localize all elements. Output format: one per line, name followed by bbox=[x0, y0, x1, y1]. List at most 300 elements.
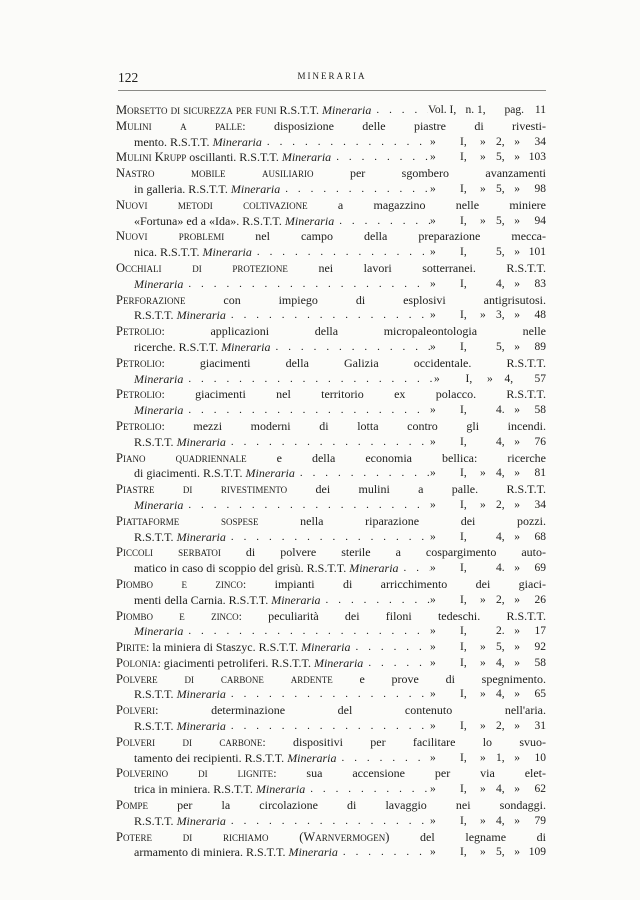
entry-keyword: Piccoli serbatoi bbox=[116, 545, 221, 560]
entry-description: oscillanti. R.S.T.T. bbox=[186, 150, 282, 165]
ref-issue: pag. bbox=[504, 104, 524, 116]
entry-description: : giacimenti petroliferi. R.S.T.T. bbox=[157, 655, 314, 670]
entry-keyword: Piattaforme sospese bbox=[116, 513, 259, 528]
entry-reference bbox=[430, 150, 546, 166]
entry-line bbox=[116, 545, 546, 561]
entry-line bbox=[116, 182, 546, 198]
entry-text bbox=[134, 277, 183, 293]
journal-name: Mineraria bbox=[202, 245, 252, 260]
entry-line bbox=[116, 751, 546, 767]
entry-reference bbox=[430, 498, 546, 514]
ref-issue: 4. bbox=[496, 404, 505, 417]
entry-description: R.S.T.T. bbox=[134, 308, 177, 323]
leader-dots bbox=[321, 593, 430, 609]
entry-text bbox=[134, 593, 321, 609]
ref-page-mark: » bbox=[514, 688, 520, 701]
ref-issue: 5, bbox=[496, 151, 505, 164]
ref-page: 89 bbox=[534, 340, 546, 353]
ref-issue: 5, bbox=[496, 246, 505, 259]
ref-issue: 4, bbox=[496, 656, 505, 669]
leader-dots bbox=[183, 277, 430, 293]
entry-text bbox=[134, 135, 262, 151]
journal-name: Mineraria bbox=[271, 592, 321, 607]
entry-text bbox=[116, 451, 546, 465]
index-entry bbox=[116, 293, 546, 325]
leader-dots bbox=[226, 719, 430, 735]
entry-text bbox=[134, 498, 183, 514]
index-entry bbox=[116, 703, 546, 735]
journal-name: Mineraria bbox=[221, 339, 271, 354]
ref-volume-mark: » bbox=[430, 641, 436, 654]
ref-volume: I, bbox=[460, 656, 467, 669]
ref-issue-mark: » bbox=[480, 783, 486, 796]
ref-issue-mark bbox=[480, 530, 496, 546]
entry-reference bbox=[430, 593, 546, 609]
entry-keyword: Petrolio bbox=[116, 355, 162, 370]
leader-dots bbox=[337, 751, 430, 767]
leader-dots bbox=[226, 435, 430, 451]
entry-text bbox=[116, 830, 546, 844]
journal-name: Mineraria bbox=[134, 276, 184, 291]
ref-page: 62 bbox=[534, 783, 546, 796]
entry-reference bbox=[430, 277, 546, 293]
leader-dots bbox=[226, 687, 430, 703]
journal-name: Mineraria bbox=[301, 640, 351, 655]
ref-page-mark: » bbox=[514, 214, 520, 227]
entry-description: menti della Carnia. R.S.T.T. bbox=[134, 592, 272, 607]
page-header bbox=[118, 70, 546, 86]
entry-text bbox=[116, 103, 371, 119]
journal-name: Mineraria bbox=[281, 150, 332, 165]
entry-reference bbox=[430, 814, 546, 830]
ref-page-mark: » bbox=[514, 467, 520, 480]
ref-issue: 5, bbox=[496, 214, 505, 227]
entry-line bbox=[116, 451, 546, 467]
entry-reference bbox=[430, 435, 546, 451]
entry-line bbox=[116, 798, 546, 814]
entry-reference bbox=[430, 656, 546, 672]
entry-line bbox=[116, 609, 546, 625]
leader-dots bbox=[363, 656, 430, 672]
entry-line bbox=[116, 372, 546, 388]
entry-description: nel campo della preparazione mecca- bbox=[224, 229, 546, 244]
index-entry bbox=[116, 103, 546, 119]
ref-issue: 2, bbox=[496, 498, 505, 511]
entry-line bbox=[116, 577, 546, 593]
index-entry bbox=[116, 766, 546, 798]
entry-line bbox=[116, 482, 546, 498]
ref-issue: 4. bbox=[496, 562, 505, 575]
ref-volume-mark: » bbox=[430, 151, 436, 164]
index-entry bbox=[116, 640, 546, 656]
ref-issue-mark bbox=[480, 277, 496, 293]
leader-dots bbox=[226, 308, 430, 324]
ref-volume: I, bbox=[460, 562, 467, 575]
ref-page: 83 bbox=[534, 277, 546, 290]
index-entry bbox=[116, 387, 546, 419]
ref-issue-mark: » bbox=[480, 467, 486, 480]
ref-volume: I, bbox=[460, 846, 467, 859]
leader-dots bbox=[183, 624, 430, 640]
leader-dots bbox=[334, 214, 430, 230]
entry-description: in galleria. R.S.T.T. bbox=[134, 181, 231, 196]
entry-keyword: Mulini Krupp bbox=[116, 150, 187, 165]
ref-issue: 5, bbox=[496, 846, 505, 859]
leader-dots bbox=[271, 340, 430, 356]
entry-text bbox=[134, 182, 280, 198]
header-rule bbox=[118, 90, 546, 91]
entry-text bbox=[134, 561, 399, 577]
entry-reference bbox=[430, 719, 546, 735]
index-entry bbox=[116, 830, 546, 862]
ref-issue-mark: » bbox=[480, 688, 486, 701]
entry-line bbox=[116, 719, 546, 735]
entry-description: R.S.T.T. bbox=[134, 719, 177, 734]
entry-description: di polvere sterile a cospargimento auto- bbox=[220, 545, 546, 560]
ref-volume-mark: » bbox=[430, 562, 436, 575]
ref-page-mark: » bbox=[514, 720, 520, 733]
entry-description: «Fortuna» ed a «Ida». R.S.T.T. bbox=[134, 213, 285, 228]
ref-issue: 2, bbox=[496, 135, 505, 148]
journal-name: Mineraria bbox=[134, 497, 184, 512]
entry-text bbox=[116, 482, 546, 496]
entry-line bbox=[116, 119, 546, 135]
leader-dots bbox=[183, 498, 430, 514]
ref-page-mark: » bbox=[514, 783, 520, 796]
ref-volume-mark: » bbox=[430, 720, 436, 733]
entry-reference bbox=[430, 530, 546, 546]
ref-volume-mark: » bbox=[430, 783, 436, 796]
ref-volume-mark: » bbox=[434, 372, 440, 385]
entry-text bbox=[134, 751, 337, 767]
entry-text bbox=[116, 229, 546, 243]
ref-volume-mark: » bbox=[430, 814, 436, 827]
ref-volume-mark: » bbox=[430, 246, 436, 259]
ref-issue-mark: » bbox=[480, 641, 486, 654]
journal-name: Mineraria bbox=[313, 655, 364, 670]
entry-text bbox=[134, 340, 271, 356]
entry-reference bbox=[428, 103, 546, 119]
entry-text bbox=[116, 545, 546, 559]
entry-description: e prove di spegnimento. bbox=[332, 671, 546, 686]
entry-description: nella riparazione dei pozzi. bbox=[258, 513, 546, 528]
entry-line bbox=[116, 103, 546, 119]
ref-page: 58 bbox=[534, 404, 546, 417]
entry-reference bbox=[434, 372, 546, 388]
ref-issue-mark bbox=[480, 435, 496, 451]
ref-page: 10 bbox=[534, 751, 546, 764]
entry-text bbox=[134, 435, 226, 451]
leader-dots bbox=[371, 103, 428, 119]
entry-description: : determinazione del contenuto nell'aria. bbox=[155, 703, 546, 718]
entry-description: : giacimenti della Galizia occidentale. R.S.T.T. bbox=[161, 355, 546, 370]
index-entry bbox=[116, 451, 546, 483]
entry-description: : mezzi moderni di lotta contro gli incendi. bbox=[161, 418, 546, 433]
ref-volume: n. 1, bbox=[465, 104, 486, 116]
entry-description: R.S.T.T. bbox=[276, 103, 323, 117]
ref-volume-mark: » bbox=[430, 751, 436, 764]
ref-issue-mark: » bbox=[480, 720, 486, 733]
ref-issue: 2, bbox=[496, 720, 505, 733]
ref-page: 81 bbox=[534, 467, 546, 480]
entry-line bbox=[116, 261, 546, 277]
entry-description: R.S.T.T. bbox=[134, 813, 177, 828]
ref-page-mark: » bbox=[514, 656, 520, 669]
entry-description: trica in miniera. R.S.T.T. bbox=[134, 782, 256, 797]
entry-text bbox=[116, 766, 546, 780]
entry-line bbox=[116, 166, 546, 182]
entry-reference bbox=[430, 182, 546, 198]
ref-page-mark: » bbox=[514, 530, 520, 543]
ref-volume-mark: » bbox=[430, 404, 436, 417]
ref-page: 69 bbox=[534, 562, 546, 575]
ref-page-mark: » bbox=[514, 846, 520, 859]
entry-keyword: Polveri bbox=[116, 703, 156, 718]
entry-keyword: Polvere di carbone ardente bbox=[116, 671, 333, 686]
entry-text bbox=[134, 782, 305, 798]
index-entry bbox=[116, 656, 546, 672]
entry-line bbox=[116, 703, 546, 719]
ref-volume-mark: » bbox=[430, 688, 436, 701]
entry-line bbox=[116, 814, 546, 830]
journal-name: Mineraria bbox=[176, 308, 226, 323]
ref-page: 98 bbox=[534, 182, 546, 195]
ref-volume: I, bbox=[460, 309, 467, 322]
entry-text bbox=[134, 214, 334, 230]
entry-description: : la miniera di Staszyc. R.S.T.T. bbox=[145, 640, 302, 655]
ref-page-mark: » bbox=[514, 435, 520, 448]
entry-text bbox=[116, 656, 363, 672]
entry-text bbox=[116, 577, 546, 591]
entry-text bbox=[116, 735, 546, 749]
entry-keyword: Occhiali di protezione bbox=[116, 260, 288, 275]
entry-text bbox=[116, 166, 546, 180]
entry-line bbox=[116, 150, 546, 166]
journal-name: Mineraria bbox=[134, 403, 184, 418]
entry-line bbox=[116, 277, 546, 293]
entry-line bbox=[116, 229, 546, 245]
entry-reference bbox=[430, 782, 546, 798]
running-title: MINERARIA bbox=[297, 71, 367, 81]
ref-issue-mark bbox=[487, 103, 503, 119]
ref-page-mark: » bbox=[514, 182, 520, 195]
ref-volume: I, bbox=[460, 435, 467, 448]
page-number: 122 bbox=[118, 70, 139, 85]
index-entry bbox=[116, 735, 546, 767]
ref-volume-mark: » bbox=[430, 467, 436, 480]
entry-text bbox=[134, 245, 252, 261]
ref-page: 11 bbox=[534, 104, 546, 116]
entry-keyword: Polverino di lignite bbox=[116, 766, 274, 781]
ref-volume-mark: » bbox=[430, 625, 436, 638]
ref-issue-mark: » bbox=[487, 372, 493, 385]
leader-dots bbox=[295, 466, 430, 482]
entry-line bbox=[116, 293, 546, 309]
ref-issue: 4, bbox=[496, 467, 505, 480]
ref-page-mark: » bbox=[514, 135, 520, 148]
ref-page-mark: » bbox=[514, 404, 520, 417]
ref-volume-mark: » bbox=[430, 530, 436, 543]
entry-text bbox=[116, 150, 331, 166]
entry-keyword: Piombo e zinco bbox=[116, 576, 243, 591]
ref-issue: 2, bbox=[496, 593, 505, 606]
entry-line bbox=[116, 498, 546, 514]
index-entry bbox=[116, 609, 546, 641]
entry-description: : impianti di arricchimento dei giaci- bbox=[242, 576, 546, 591]
ref-page: 65 bbox=[534, 688, 546, 701]
ref-volume-mark: » bbox=[430, 593, 436, 606]
entry-description: armamento di miniera. R.S.T.T. bbox=[134, 845, 289, 860]
ref-volume: I, bbox=[460, 688, 467, 701]
journal-name: Mineraria bbox=[284, 213, 335, 228]
ref-issue: 4, bbox=[496, 277, 505, 290]
journal-name: Mineraria bbox=[245, 466, 295, 481]
entry-text bbox=[134, 624, 183, 640]
index-entry bbox=[116, 577, 546, 609]
entry-line bbox=[116, 403, 546, 419]
entry-description: tamento dei recipienti. R.S.T.T. bbox=[134, 750, 288, 765]
index-entry bbox=[116, 798, 546, 830]
entry-description: mento. R.S.T.T. bbox=[134, 134, 213, 149]
ref-volume-mark: » bbox=[430, 435, 436, 448]
ref-volume: I, bbox=[460, 151, 467, 164]
entry-text bbox=[134, 687, 226, 703]
ref-volume-mark: » bbox=[430, 309, 436, 322]
ref-issue: 4, bbox=[496, 814, 505, 827]
ref-volume: I, bbox=[460, 246, 467, 259]
ref-page: 26 bbox=[534, 593, 546, 606]
ref-volume: I, bbox=[465, 372, 473, 385]
entry-text bbox=[116, 798, 546, 812]
entry-description: : dispositivi per facilitare lo svuo- bbox=[262, 734, 546, 749]
ref-issue-mark bbox=[480, 561, 496, 577]
ref-volume-mark: » bbox=[430, 182, 436, 195]
index-entry bbox=[116, 150, 546, 166]
entry-line bbox=[116, 687, 546, 703]
entry-description: : peculiarità dei filoni tedeschi. R.S.T.T. bbox=[238, 608, 546, 623]
entry-reference bbox=[430, 845, 546, 861]
index-entry bbox=[116, 514, 546, 546]
ref-page-mark: » bbox=[514, 277, 520, 290]
entry-keyword: Pirite bbox=[116, 640, 146, 655]
leader-dots bbox=[183, 403, 430, 419]
entry-line bbox=[116, 845, 546, 861]
entry-description: nica. R.S.T.T. bbox=[134, 245, 203, 260]
leader-dots bbox=[351, 640, 431, 656]
ref-volume: I, bbox=[460, 783, 467, 796]
entry-keyword: Potere di richiamo (Warnvermogen) bbox=[116, 829, 390, 844]
journal-name: Mineraria bbox=[322, 103, 372, 117]
entry-line bbox=[116, 830, 546, 846]
entry-text bbox=[116, 261, 546, 275]
journal-name: Mineraria bbox=[176, 434, 226, 449]
entry-description: a magazzino nelle miniere bbox=[307, 197, 546, 212]
entry-description: matico in caso di scoppio del grisù. R.S.T.T. bbox=[134, 561, 350, 576]
entry-text bbox=[116, 703, 546, 717]
entry-text bbox=[116, 514, 546, 528]
ref-issue-mark bbox=[480, 245, 496, 261]
entry-keyword: Piano quadriennale bbox=[116, 450, 247, 465]
ref-issue-mark bbox=[480, 403, 496, 419]
ref-volume: I, bbox=[460, 404, 467, 417]
journal-name: Mineraria bbox=[176, 813, 226, 828]
entry-text bbox=[134, 466, 295, 482]
index-entry bbox=[116, 166, 546, 198]
index-entry bbox=[116, 119, 546, 151]
entry-keyword: Morsetto di sicurezza per funi bbox=[116, 103, 277, 117]
entry-description: per sgombero avanzamenti bbox=[313, 166, 546, 181]
ref-volume-mark: » bbox=[430, 498, 436, 511]
entry-line bbox=[116, 419, 546, 435]
entry-line bbox=[116, 514, 546, 530]
entry-text bbox=[134, 372, 183, 388]
ref-volume-mark: » bbox=[430, 656, 436, 669]
entry-description: : sua accensione per via elet- bbox=[273, 766, 546, 781]
ref-issue: 4, bbox=[504, 372, 514, 385]
ref-page: 68 bbox=[534, 530, 546, 543]
ref-volume: I, bbox=[460, 182, 467, 195]
entry-line bbox=[116, 735, 546, 751]
ref-page: 76 bbox=[534, 435, 546, 448]
ref-issue: 1, bbox=[496, 751, 505, 764]
entry-description: nei lavori sotterranei. R.S.T.T. bbox=[287, 260, 546, 275]
index-entry bbox=[116, 672, 546, 704]
index-entry bbox=[116, 198, 546, 230]
entry-text bbox=[116, 293, 546, 307]
leader-dots bbox=[280, 182, 430, 198]
entry-text bbox=[134, 308, 226, 324]
ref-issue-mark: » bbox=[480, 309, 486, 322]
entry-line bbox=[116, 782, 546, 798]
ref-page-mark: » bbox=[514, 498, 520, 511]
index-entry bbox=[116, 419, 546, 451]
entry-reference bbox=[430, 687, 546, 703]
entry-reference bbox=[430, 214, 546, 230]
ref-page: 31 bbox=[534, 720, 546, 733]
entry-description: R.S.T.T. bbox=[134, 529, 177, 544]
entry-line bbox=[116, 766, 546, 782]
entry-reference bbox=[430, 561, 546, 577]
entry-reference bbox=[430, 624, 546, 640]
entry-text bbox=[134, 403, 183, 419]
ref-volume: I, bbox=[460, 277, 467, 290]
journal-name: Mineraria bbox=[288, 845, 338, 860]
leader-dots bbox=[262, 135, 430, 151]
leader-dots bbox=[338, 845, 430, 861]
ref-issue-mark: » bbox=[480, 182, 486, 195]
index-entry bbox=[116, 482, 546, 514]
leader-dots bbox=[331, 150, 430, 166]
entry-keyword: Petrolio bbox=[116, 387, 162, 402]
ref-issue: 4, bbox=[496, 435, 505, 448]
entry-description: : applicazioni della micropaleontologia nelle bbox=[161, 324, 546, 339]
entry-reference bbox=[430, 308, 546, 324]
journal-name: Mineraria bbox=[176, 529, 226, 544]
entry-description: e della economia bellica: ricerche bbox=[246, 450, 546, 465]
ref-volume: I, bbox=[460, 135, 467, 148]
index-entry bbox=[116, 229, 546, 261]
ref-volume: I, bbox=[460, 593, 467, 606]
ref-issue: 4, bbox=[496, 688, 505, 701]
entry-text bbox=[116, 324, 546, 338]
entry-description: : giacimenti nel territorio ex polacco. R.S.T.T. bbox=[161, 387, 546, 402]
index-entries bbox=[116, 103, 546, 861]
entry-keyword: Pompe bbox=[116, 798, 148, 813]
entry-line bbox=[116, 135, 546, 151]
ref-issue: 5, bbox=[496, 641, 505, 654]
ref-page-mark: » bbox=[514, 751, 520, 764]
ref-page-mark: » bbox=[514, 340, 520, 353]
